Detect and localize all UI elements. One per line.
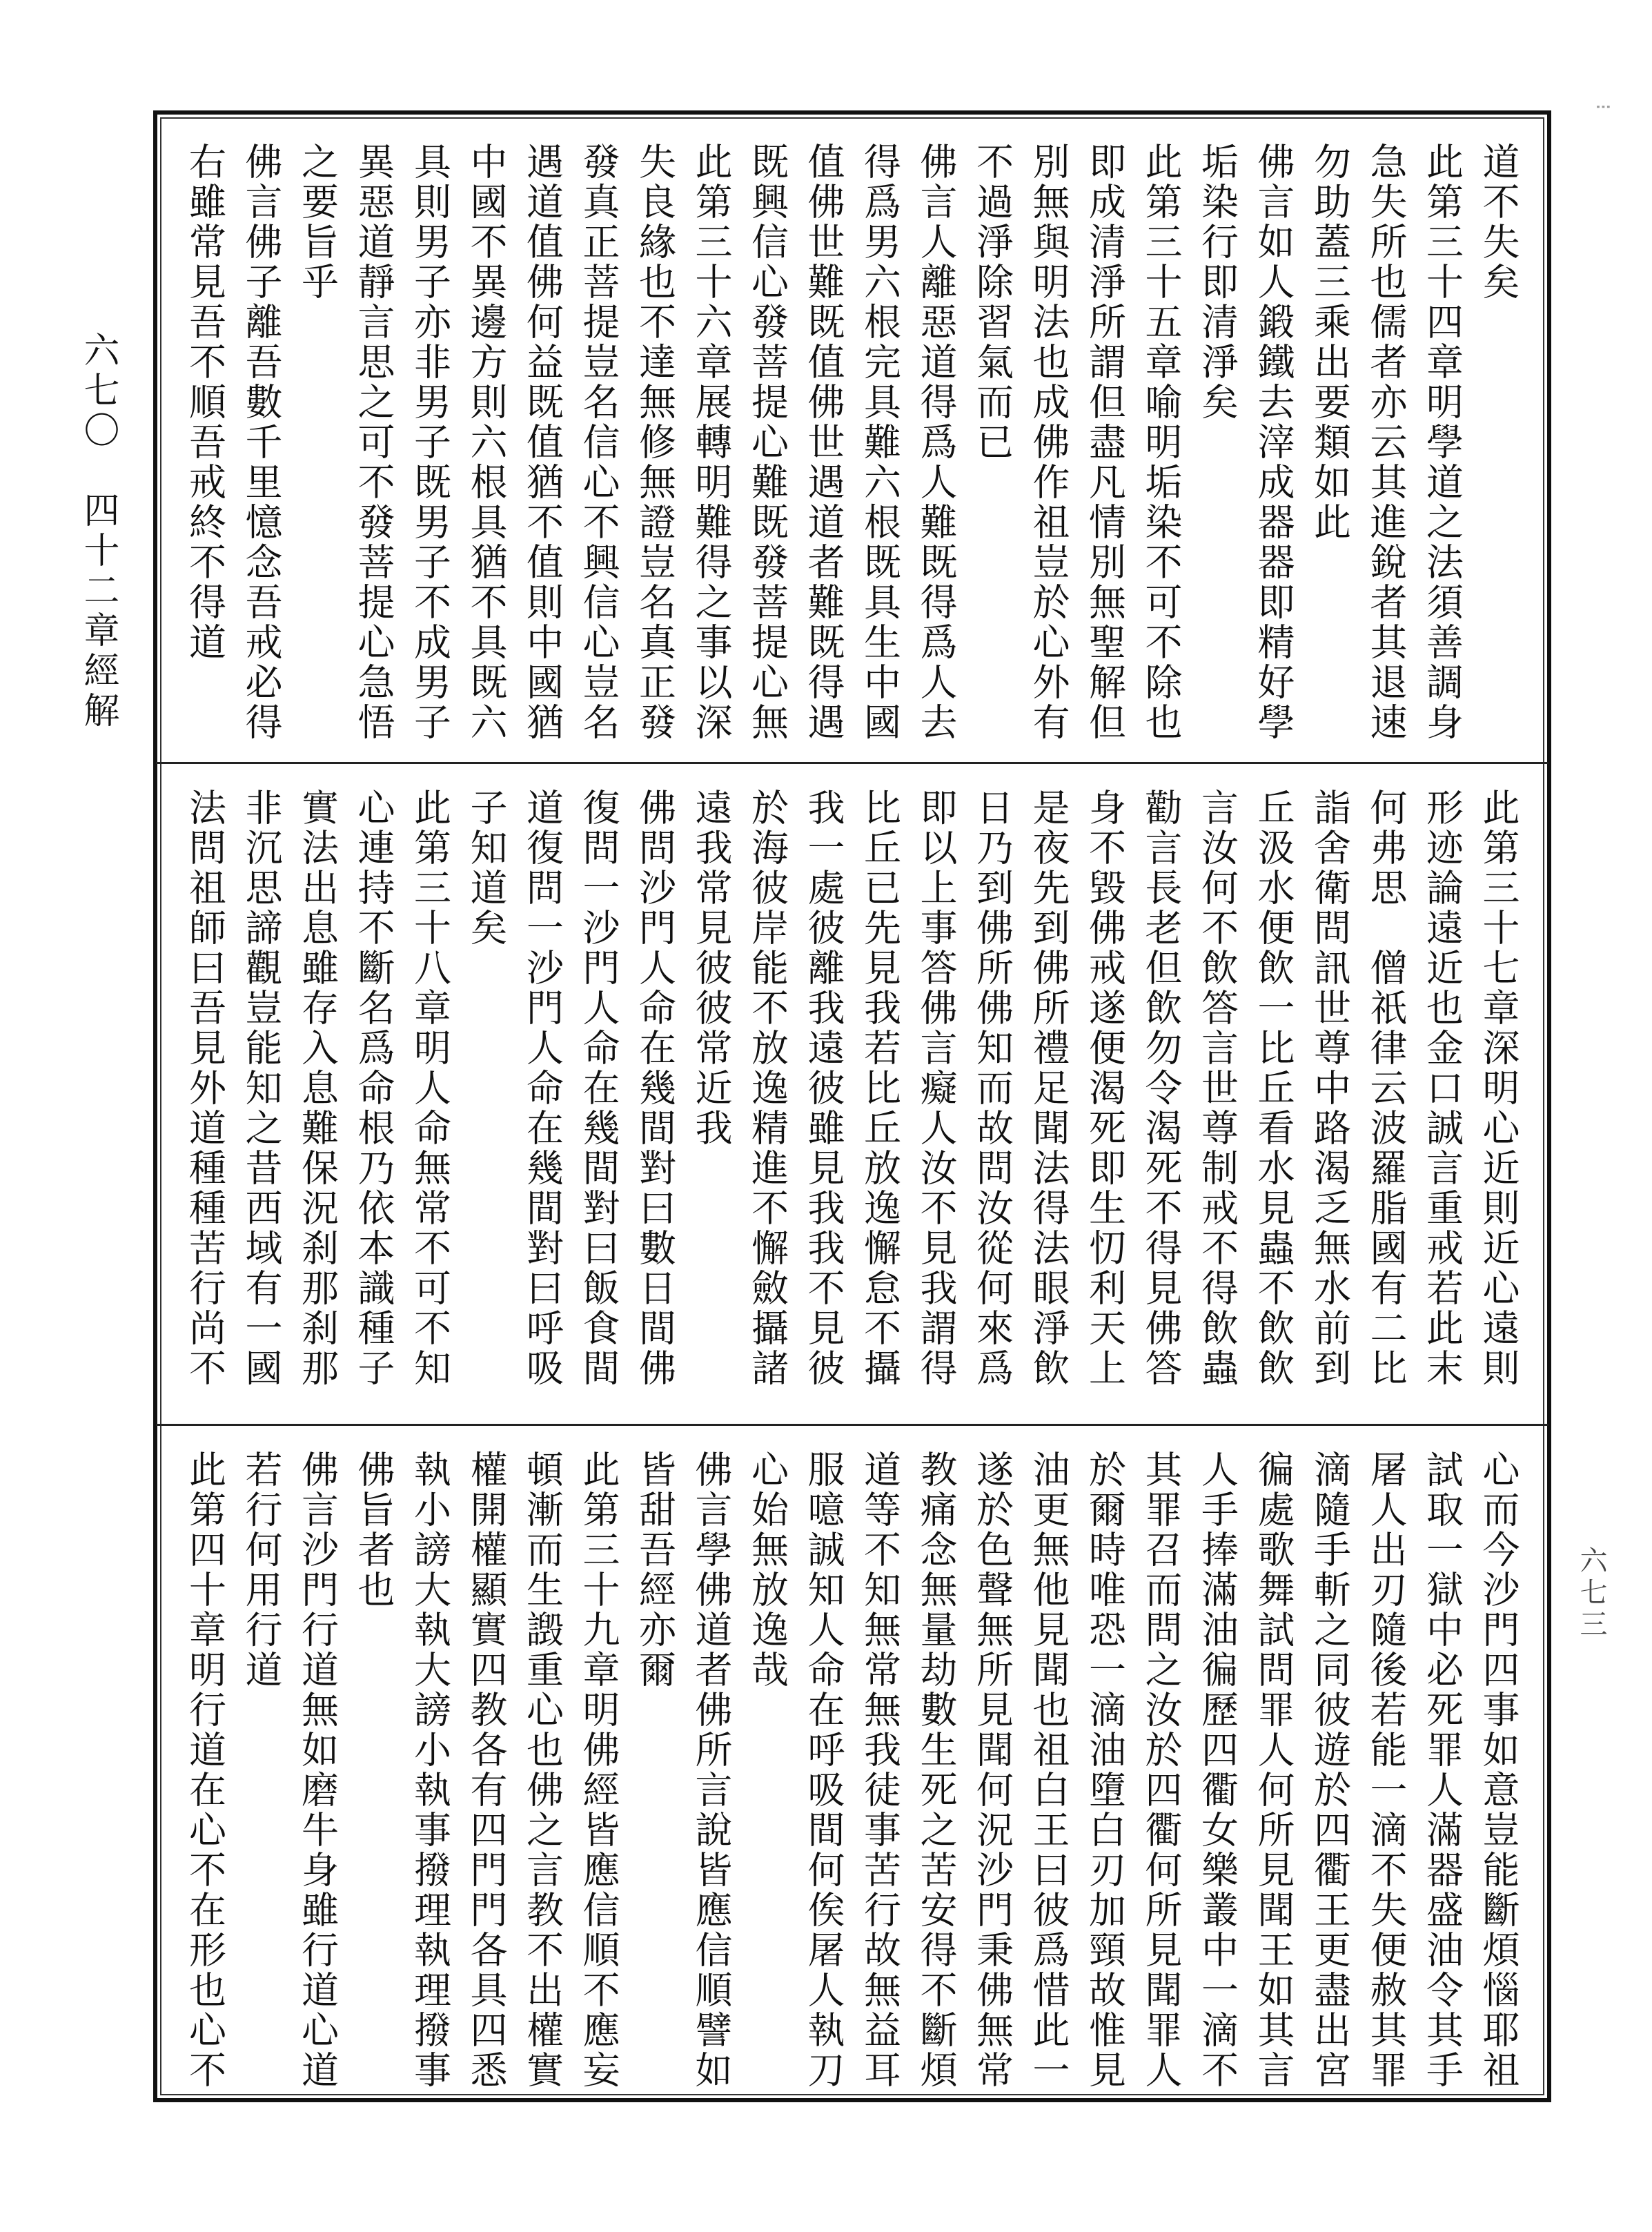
text-column: 佛言如人鍛鐵去滓成器器即精好學	[1252, 142, 1295, 743]
text-column: 實法出息雖存入息難保況刹那刹那	[296, 788, 340, 1389]
text-column: 道等不知無常無我徒事苦行故無益耳	[858, 1450, 902, 2091]
text-column: 此第三十九章明佛經皆應信順不應妄	[577, 1450, 620, 2091]
text-column: 其罪召而問之汝於四衢何所見聞罪人	[1139, 1450, 1183, 2091]
text-column: 此第三十八章明人命無常不可不知	[409, 788, 452, 1389]
text-column: 勸言長老但飲勿令渴死不得見佛答	[1139, 788, 1183, 1389]
text-register-middle	[160, 765, 1544, 1422]
text-column: 心連持不斷名爲命根乃依本識種子	[352, 788, 395, 1389]
text-column: 非沉思諦觀豈能知之昔西域有一國	[239, 788, 283, 1389]
text-column: 試取一獄中必死罪人滿器盛油令其手	[1421, 1450, 1464, 2091]
text-column: 佛言佛子離吾數千里憶念吾戒必得	[239, 142, 283, 743]
page-number-folio-left: 六七〇 四十二章經解	[77, 331, 119, 732]
text-column: 若行何用行道	[239, 1450, 283, 1690]
text-column: 權開權顯實四教各有四門門各具四悉	[464, 1450, 508, 2091]
margin-mark: ⁝	[1591, 104, 1615, 110]
text-column: 垢染行即清淨矣	[1196, 142, 1239, 422]
text-column: 中國不異邊方則六根具猶不具既六	[464, 142, 508, 743]
text-column: 教痛念無量劫數生死之苦安得不斷煩	[914, 1450, 958, 2091]
text-column: 徧處歌舞試問罪人何所見聞王如其言	[1252, 1450, 1295, 2091]
text-column: 言汝何不飲答言世尊制戒不得飲蟲	[1196, 788, 1239, 1389]
register-divider-2	[156, 1424, 1548, 1426]
text-column: 法問祖師曰吾見外道種種苦行尚不	[184, 788, 227, 1389]
text-column: 值佛世難既值佛世遇道者難既得遇	[802, 142, 845, 743]
text-column: 此第三十七章深明心近則近心遠則	[1477, 788, 1520, 1389]
text-column: 於爾時唯恐一滴油墮白刃加頸故惟見	[1083, 1450, 1127, 2091]
text-column: 我一處彼離我遠彼雖見我我不見彼	[802, 788, 845, 1389]
text-column: 即成清淨所謂但盡凡情別無聖解但	[1083, 142, 1127, 743]
text-column: 右雖常見吾不順吾戒終不得道	[184, 142, 227, 663]
text-column: 遂於色聲無所見聞何況沙門秉佛無常	[971, 1450, 1014, 2091]
text-column: 即以上事答佛言癡人汝不見我謂得	[914, 788, 958, 1389]
text-column: 此第三十六章展轉明難得之事以深	[689, 142, 733, 743]
text-column: 此第四十章明行道在心不在形也心不	[184, 1450, 227, 2091]
text-column: 發真正菩提豈名信心不興信心豈名	[577, 142, 620, 743]
text-column: 異惡道靜言思之可不發菩提心急悟	[352, 142, 395, 743]
text-column: 形迹論遠近也金口誠言重戒若此末	[1421, 788, 1464, 1389]
text-column: 人手捧滿油徧歷四衢女樂叢中一滴不	[1196, 1450, 1239, 2091]
text-column: 道不失矣	[1477, 142, 1520, 302]
text-column: 此第三十五章喻明垢染不可不除也	[1139, 142, 1183, 743]
text-register-top	[160, 119, 1544, 761]
text-column: 佛言沙門行道無如磨牛身雖行道心道	[296, 1450, 340, 2091]
text-column: 既興信心發菩提心難既發菩提心無	[746, 142, 789, 743]
text-column: 復問一沙門人命在幾間對曰飯食間	[577, 788, 620, 1389]
text-column: 遠我常見彼彼常近我	[689, 788, 733, 1148]
text-column: 遇道值佛何益既值猶不值則中國猶	[521, 142, 564, 743]
text-column: 是夜先到佛所禮足聞法得法眼淨飲	[1027, 788, 1070, 1389]
text-column: 心始無放逸哉	[746, 1450, 789, 1690]
page-number-folio-right: 六七三	[1575, 1546, 1607, 1641]
text-column: 屠人出刃隨後若能一滴不失便赦其罪	[1364, 1450, 1408, 2091]
text-column: 頓漸而生譭重心也佛之言教不出權實	[521, 1450, 564, 2091]
text-column: 得爲男六根完具難六根既具生中國	[858, 142, 902, 743]
text-column: 失良緣也不達無修無證豈名真正發	[633, 142, 677, 743]
text-column: 佛旨者也	[352, 1450, 395, 1610]
text-column: 丘汲水便飲一比丘看水見蟲不飲飲	[1252, 788, 1295, 1389]
text-column: 急失所也儒者亦云其進銳者其退速	[1364, 142, 1408, 743]
text-column: 身不毀佛戒遂便渴死即生忉利天上	[1083, 788, 1127, 1389]
text-column: 皆甜吾經亦爾	[633, 1450, 677, 1690]
text-column: 佛問沙門人命在幾間對曰數日間佛	[633, 788, 677, 1389]
text-column: 執小謗大執大謗小執事撥理執理撥事	[409, 1450, 452, 2091]
text-column: 不過淨除習氣而已	[971, 142, 1014, 462]
text-register-bottom	[160, 1427, 1544, 2093]
text-column: 詣舍衛問訊世尊中路渴乏無水前到	[1308, 788, 1352, 1389]
text-column: 具則男子亦非男子既男子不成男子	[409, 142, 452, 743]
register-divider-1	[156, 762, 1548, 764]
text-column: 子知道矣	[464, 788, 508, 948]
text-column: 於海彼岸能不放逸精進不懈斂攝諸	[746, 788, 789, 1389]
text-column: 何弗思 僧祇律云波羅脂國有二比	[1364, 788, 1408, 1389]
text-column: 服噫誠知人命在呼吸間何俟屠人執刀	[802, 1450, 845, 2091]
text-column: 日乃到佛所佛知而故問汝從何來爲	[971, 788, 1014, 1389]
text-column: 滴隨手斬之同彼遊於四衢王更盡出宮	[1308, 1450, 1352, 2091]
text-column: 之要旨乎	[296, 142, 340, 302]
text-column: 油更無他見聞也祖白王曰彼爲惜此一	[1027, 1450, 1070, 2091]
text-column: 心而今沙門四事如意豈能斷煩惱耶祖	[1477, 1450, 1520, 2091]
text-column: 勿助蓋三乘出要類如此	[1308, 142, 1352, 542]
text-column: 道復問一沙門人命在幾間對曰呼吸	[521, 788, 564, 1389]
text-column: 佛言學佛道者佛所言說皆應信順譬如	[689, 1450, 733, 2091]
text-column: 此第三十四章明學道之法須善調身	[1421, 142, 1464, 743]
text-column: 佛言人離惡道得爲人難既得爲人去	[914, 142, 958, 743]
text-column: 別無與明法也成佛作祖豈於心外有	[1027, 142, 1070, 743]
text-column: 比丘已先見我若比丘放逸懈怠不攝	[858, 788, 902, 1389]
